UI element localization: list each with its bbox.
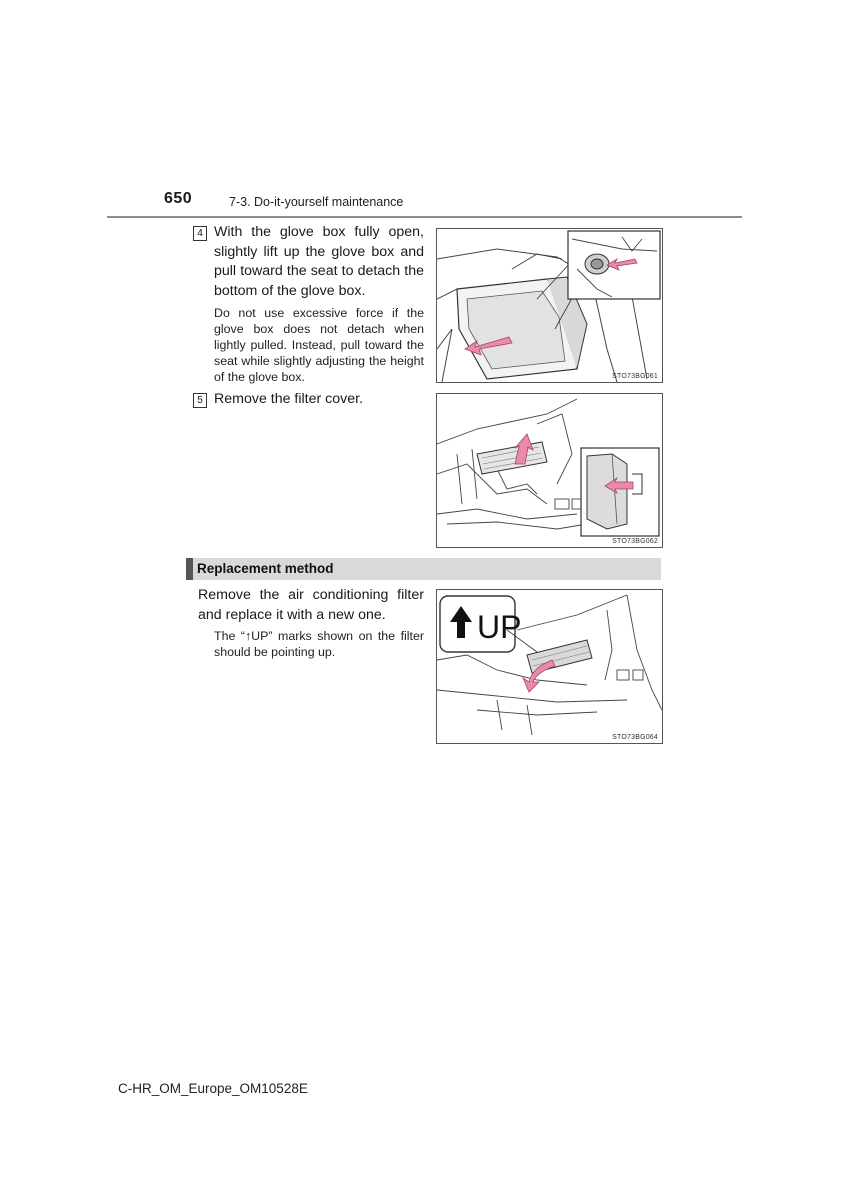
step-number-4: 4 <box>193 226 207 241</box>
section-title: 7-3. Do-it-yourself maintenance <box>229 195 404 209</box>
figure-filter-cover <box>436 393 663 548</box>
replacement-note: The “↑UP” marks shown on the filter should be pointing up. <box>214 629 424 659</box>
filter-cover-illustration <box>437 394 662 547</box>
filter-replacement-illustration <box>437 590 662 743</box>
figure-code: STO73BG064 <box>612 734 658 741</box>
step-4-text: With the glove box fully open, slightly lift up the glove box and pull toward the seat to detach the bottom of the glove box. <box>214 224 424 299</box>
header-rule <box>107 216 742 218</box>
replacement-text: Remove the air conditioning filter and replace it with a new one. <box>198 587 424 623</box>
figure-filter-replacement <box>436 589 663 744</box>
heading-label: Replacement method <box>197 561 334 576</box>
doc-code: C-HR_OM_Europe_OM10528E <box>118 1081 308 1096</box>
figure-glove-box-detach <box>436 228 663 383</box>
page-number: 650 <box>164 190 193 207</box>
figure-code: STO73BG061 <box>612 373 658 380</box>
figure-code: STO73BG062 <box>612 538 658 545</box>
step-number-5: 5 <box>193 393 207 408</box>
step-4-note: Do not use excessive force if the glove box does not detach when lightly pulled. Instead, pull toward the seat while slightly adjusting the height of the glove box. <box>214 306 424 384</box>
step-5-text: Remove the filter cover. <box>214 391 364 407</box>
up-label-text: UP <box>477 609 522 645</box>
glove-box-illustration <box>437 229 662 382</box>
section-heading-replacement <box>186 558 661 580</box>
heading-bar <box>186 558 193 580</box>
